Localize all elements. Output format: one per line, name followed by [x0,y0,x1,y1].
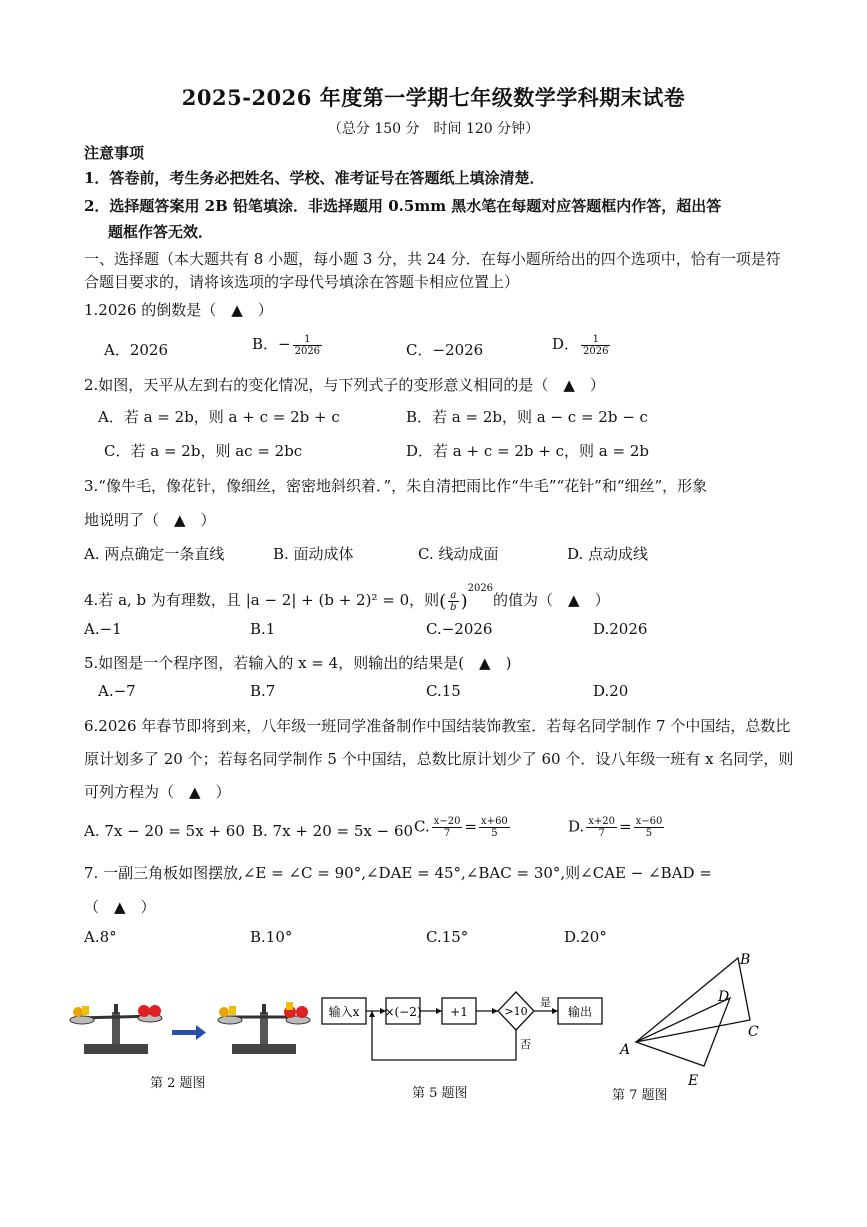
q7-stem: 7. 一副三角板如图摆放,∠E = ∠C = 90°,∠DAE = 45°,∠BAC = 30°,则∠CAE − ∠BAD = [84,864,712,882]
q7-stem-cont: （ ▲ ） [84,898,156,916]
flow-output-label: 输出 [567,1005,593,1019]
notes-item-1: 1．答卷前，考生务必把姓名、学校、准考证号在答题纸上填涂清楚． [84,169,545,187]
q5-option-a: A.−7 [98,682,136,700]
q7-option-d: D.20° [564,928,607,946]
figure-5-flowchart [318,988,608,1068]
q5-option-b: B.7 [250,682,276,700]
flow-multiply-label: ×(−2) [384,1005,422,1019]
q2-option-b: B．若 a = 2b，则 a − c = 2b − c [406,408,648,426]
q3-option-b: B. 面动成体 [273,545,354,563]
q3-option-a: A. 两点确定一条直线 [84,545,225,563]
q3-stem-cont: 地说明了（ ▲ ） [84,511,216,529]
q6-option-d: D. $\frac{x+20}{7}$ = $\frac{x-60}{5}$ [568,816,663,839]
point-label-b: B [740,952,751,968]
section-1-instructions-cont: 合题目要求的，请将该选项的字母代号填涂在答题卡相应位置上） [84,273,520,291]
q4-option-b: B.1 [250,620,276,638]
balance-scale-right-icon [218,1002,310,1054]
exam-title: 2025-2026 年度第一学期七年级数学学科期末试卷 [181,85,686,110]
flow-yes-label: 是 [540,996,551,1009]
q7-option-b: B.10° [250,928,293,946]
q1-stem: 1.2026 的倒数是（ ▲ ） [84,301,273,319]
q5-stem: 5.如图是一个程序图，若输入的 x = 4，则输出的结果是( ▲ ) [84,654,512,672]
figure-5-caption: 第 5 题图 [412,1086,468,1101]
point-label-d: D [718,989,730,1005]
q2-option-d: D．若 a + c = 2b + c，则 a = 2b [406,442,649,460]
notes-item-2-cont: 题框作答无效． [108,223,214,241]
point-label-a: A [620,1042,631,1058]
exam-subtitle: （总分 150 分 时间 120 分钟） [327,121,540,137]
balance-scale-left-icon [70,1004,162,1054]
figure-7-caption: 第 7 题图 [612,1088,668,1103]
arrow-right-icon [172,1025,206,1040]
q2-option-c: C．若 a = 2b，则 ac = 2bc [104,442,303,460]
q7-option-a: A.8° [84,928,117,946]
figure-2-caption: 第 2 题图 [150,1076,206,1091]
q3-stem: 3.“像牛毛，像花针，像细丝，密密地斜织着．”，朱自清把雨比作“牛毛”“花针”和“细丝”，形象 [84,477,708,495]
figure-2-balance-scales [64,996,314,1058]
q6-stem: 6.2026 年春节即将到来，八年级一班同学准备制作中国结装饰教室．若每名同学制作 7 个中国结，总数比 [84,717,791,735]
notes-heading: 注意事项 [84,144,145,162]
q4-option-c: C.−2026 [426,620,493,638]
q5-option-c: C.15 [426,682,461,700]
section-1-instructions: 一、选择题（本大题共有 8 小题，每小题 3 分，共 24 分．在每小题所给出的四个选项中，恰有一项是符 [84,250,781,268]
notes-item-2: 2．选择题答案用 2B 铅笔填涂．非选择题用 0.5mm 黑水笔在每题对应答题框内作答，超出答 [84,197,722,215]
q1-option-a: A．2026 [104,341,169,359]
q1-option-c: C．−2026 [406,341,484,359]
q4-option-a: A.−1 [84,620,122,638]
q4-stem: 4.若 a, b 为有理数，且 |a − 2| + (b + 2)² = 0，则( $\frac{a}{b}$ )$^{2026}$的值为（ ▲ ） [84,583,610,613]
q1-option-b: B．− $\frac{1}{2026}$ [252,333,321,357]
q6-option-a: A. 7x − 20 = 5x + 60 [84,822,245,840]
flow-input-label: 输入x [328,1005,360,1019]
q7-option-c: C.15° [426,928,469,946]
flow-add-label: +1 [450,1005,468,1019]
q6-option-c: C. $\frac{x-20}{7}$ = $\frac{x+60}{5}$ [414,816,508,839]
q5-option-d: D.20 [593,682,629,700]
q3-option-d: D. 点动成线 [567,545,649,563]
q4-option-d: D.2026 [593,620,648,638]
flow-condition-label: >10 [504,1005,528,1018]
q1-option-d: D． $\frac{1}{2026}$ [552,333,609,357]
q6-stem-cont: 原计划多了 20 个；若每名同学制作 5 个中国结，总数比原计划少了 60 个．设八年级一班有 x 名同学，则 [84,750,794,768]
point-label-e: E [688,1073,699,1088]
q6-option-b: B. 7x + 20 = 5x − 60 [252,822,414,840]
q2-stem: 2.如图，天平从左到右的变化情况，与下列式子的变形意义相同的是（ ▲ ） [84,376,605,394]
point-label-c: C [748,1024,759,1040]
q2-option-a: A．若 a = 2b，则 a + c = 2b + c [98,408,340,426]
q3-option-c: C. 线动成面 [418,545,499,563]
flow-no-label: 否 [520,1038,531,1051]
figure-7-triangles [612,948,772,1088]
q6-stem-cont-2: 可列方程为（ ▲ ） [84,783,231,801]
